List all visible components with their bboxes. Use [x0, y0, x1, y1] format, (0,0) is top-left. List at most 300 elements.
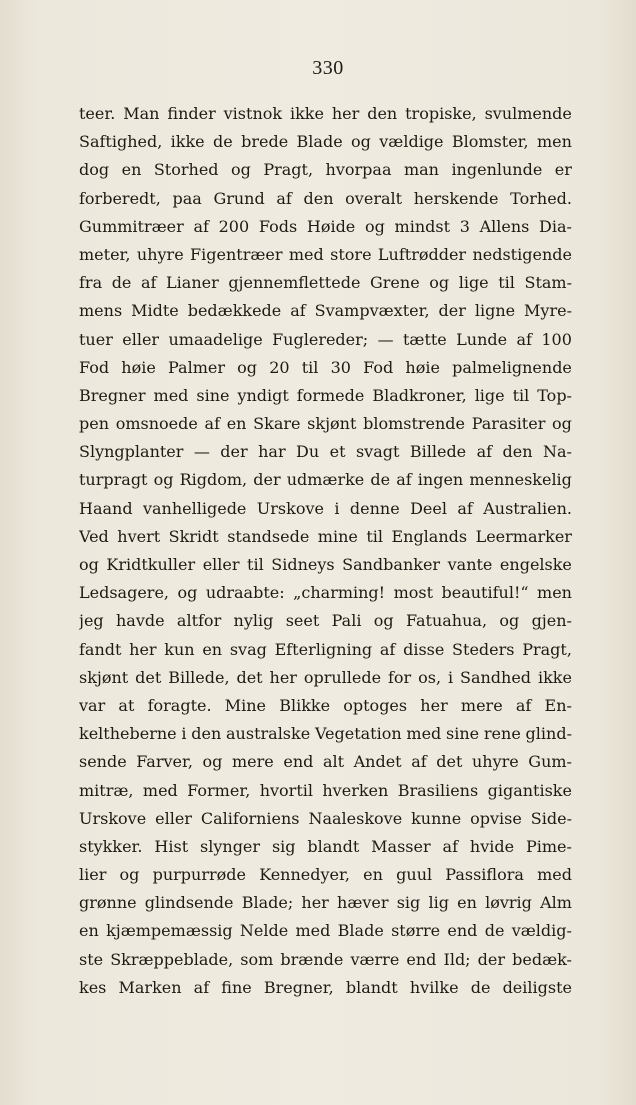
- text-word: grønne: [79, 893, 137, 913]
- text-word: Fuglereder;: [272, 329, 369, 349]
- text-word: Ved: [79, 526, 109, 546]
- text-word: Billede: [409, 442, 467, 462]
- text-line: [79, 382, 572, 410]
- text-word: Urskove: [256, 498, 324, 518]
- text-word: Rigdom,: [179, 470, 248, 490]
- text-word: Sandhed: [459, 667, 532, 687]
- text-word: Blomster,: [451, 132, 529, 152]
- text-word: brede: [241, 132, 289, 152]
- text-word: er: [554, 160, 572, 180]
- text-word: man: [403, 160, 439, 180]
- text-word: sende: [79, 752, 127, 772]
- text-word: en: [79, 921, 99, 941]
- text-word: deiligste: [502, 977, 572, 997]
- text-word: Billede,: [168, 667, 230, 687]
- text-word: rene: [483, 724, 521, 744]
- text-word: lier: [79, 865, 107, 885]
- text-word: 100: [541, 329, 572, 349]
- text-word: svag: [229, 639, 267, 659]
- text-word: end: [283, 752, 314, 772]
- text-word: i: [334, 498, 340, 518]
- text-word: oprullede: [303, 667, 382, 687]
- text-word: Efterligning: [274, 639, 373, 659]
- text-word: af: [276, 188, 292, 208]
- text-word: Dia-: [539, 216, 572, 236]
- text-word: purpurrøde: [152, 865, 246, 885]
- text-line: [79, 861, 572, 889]
- text-word: Vegetation: [314, 724, 402, 744]
- text-word: dog: [79, 160, 110, 180]
- text-word: Sandbanker: [342, 555, 441, 574]
- text-word: brænde: [280, 949, 344, 969]
- text-line: [79, 889, 572, 917]
- text-line: [79, 777, 572, 805]
- text-word: Brasiliens: [397, 780, 479, 800]
- text-word: og: [237, 357, 258, 377]
- text-word: Deel: [410, 498, 447, 518]
- text-word: —: [193, 442, 210, 462]
- text-word: her: [420, 695, 448, 715]
- text-word: Fod: [79, 357, 110, 377]
- text-word: sig: [396, 893, 421, 913]
- text-word: altfor: [176, 611, 222, 631]
- text-line: [79, 326, 572, 354]
- text-word: Du: [296, 442, 320, 462]
- text-word: tuer: [79, 329, 113, 349]
- text-word: men: [537, 583, 572, 603]
- text-word: Californiens: [200, 808, 300, 828]
- text-word: finder: [167, 104, 216, 123]
- text-word: vistnok: [223, 104, 283, 123]
- text-word: Storhed: [153, 160, 219, 180]
- text-line: [79, 269, 572, 297]
- text-word: sig: [271, 836, 296, 856]
- text-word: Luftrødder: [377, 244, 467, 264]
- text-word: Hist: [154, 836, 189, 856]
- text-line: [79, 974, 572, 1002]
- text-word: Masser: [371, 836, 431, 856]
- text-word: og: [373, 611, 394, 631]
- text-word: Midte: [131, 301, 179, 321]
- text-word: udraabte:: [205, 583, 285, 603]
- text-word: 20: [269, 357, 290, 377]
- text-word: disse: [403, 639, 445, 659]
- text-word: Grund: [213, 188, 265, 208]
- text-word: af: [290, 301, 306, 321]
- text-word: Mine: [224, 695, 267, 715]
- text-word: forberedt,: [79, 188, 161, 208]
- text-word: sine: [196, 385, 230, 405]
- text-word: der: [253, 470, 281, 490]
- text-word: hvert: [117, 526, 161, 546]
- text-word: gjen-: [531, 611, 572, 631]
- text-word: Blade: [296, 132, 343, 152]
- text-word: Svampvæxter,: [314, 301, 430, 321]
- text-word: vanhelligede: [142, 498, 247, 518]
- text-word: kunne: [411, 808, 462, 828]
- text-word: Passiflora: [445, 865, 524, 885]
- text-word: som: [240, 949, 274, 969]
- text-word: beautiful!“: [441, 583, 529, 603]
- text-word: os,: [418, 667, 442, 687]
- text-word: Andet: [353, 752, 402, 772]
- text-line: [79, 579, 572, 607]
- text-word: australske: [226, 724, 311, 744]
- text-word: Palmer: [167, 357, 225, 377]
- text-word: denne: [349, 498, 400, 518]
- text-word: lig: [428, 893, 449, 913]
- text-word: for: [388, 667, 412, 687]
- text-word: Side-: [530, 808, 572, 828]
- text-line: [79, 607, 572, 635]
- text-word: bedæk-: [512, 949, 572, 969]
- text-word: mindst: [394, 216, 451, 236]
- text-line: [79, 100, 572, 128]
- text-word: Bregner,: [263, 977, 334, 997]
- text-word: palmelignende: [452, 357, 572, 377]
- text-word: uhyre: [136, 244, 184, 264]
- text-word: Sidneys: [271, 555, 335, 574]
- text-word: Lianer: [166, 273, 219, 293]
- text-word: ingen: [417, 470, 464, 490]
- text-word: den: [303, 188, 334, 208]
- text-word: —: [377, 329, 394, 349]
- text-word: herskende: [413, 188, 499, 208]
- text-word: Slyngplanter: [79, 442, 184, 462]
- text-word: Na-: [542, 442, 572, 462]
- text-word: Pali: [331, 611, 362, 631]
- text-word: det: [436, 752, 463, 772]
- text-word: hvortil: [259, 780, 313, 800]
- text-word: fine: [221, 977, 252, 997]
- text-word: og: [552, 414, 572, 434]
- text-word: most: [393, 583, 434, 603]
- text-word: der: [477, 949, 506, 969]
- page-number: 330: [312, 57, 344, 79]
- text-word: Stam-: [524, 273, 572, 293]
- text-word: den: [191, 724, 222, 744]
- text-word: lige: [474, 385, 505, 405]
- text-word: Marken: [118, 977, 182, 997]
- body-text: [79, 100, 572, 1002]
- text-word: hæver: [337, 893, 389, 913]
- text-word: Parasiter: [471, 414, 546, 434]
- text-word: til: [498, 273, 515, 293]
- text-word: af: [457, 498, 473, 518]
- text-word: Kridtkuller: [106, 555, 196, 574]
- text-word: bedækkede: [187, 301, 282, 321]
- text-word: formede: [296, 385, 365, 405]
- text-line: [79, 410, 572, 438]
- text-line: [79, 523, 572, 551]
- text-word: Englands: [391, 526, 468, 546]
- text-word: eller: [202, 555, 240, 574]
- text-word: her: [301, 893, 329, 913]
- text-word: og: [202, 752, 223, 772]
- text-word: standsede: [227, 526, 310, 546]
- text-word: engelske: [499, 555, 572, 574]
- text-word: keltheberne: [79, 724, 177, 744]
- text-word: ingenlunde: [451, 160, 543, 180]
- text-line: [79, 185, 572, 213]
- text-word: glindsende: [144, 893, 234, 913]
- text-word: høie: [405, 357, 440, 377]
- text-word: Skare: [253, 414, 301, 434]
- text-word: uhyre: [471, 752, 519, 772]
- text-word: Saftighed,: [79, 132, 163, 152]
- text-word: menneskelig: [469, 470, 572, 490]
- text-word: at: [118, 695, 135, 715]
- text-word: alt: [322, 752, 345, 772]
- text-word: En-: [544, 695, 572, 715]
- text-word: men: [537, 132, 572, 152]
- text-word: med: [295, 921, 331, 941]
- text-word: eller: [122, 329, 160, 349]
- text-word: 200: [218, 216, 250, 236]
- text-word: jeg: [79, 611, 104, 631]
- text-word: en: [226, 414, 247, 434]
- text-line: [79, 720, 572, 748]
- text-word: Former,: [187, 780, 251, 800]
- text-word: foragte.: [147, 695, 212, 715]
- text-word: Grene: [370, 273, 420, 293]
- text-word: havde: [116, 611, 165, 631]
- text-word: Myre-: [524, 301, 572, 321]
- text-word: værre: [350, 949, 400, 969]
- text-line: [79, 805, 572, 833]
- text-word: de: [213, 132, 233, 152]
- text-word: Pragt,: [263, 160, 314, 180]
- text-word: Skridt: [168, 526, 219, 546]
- text-word: en: [457, 893, 477, 913]
- text-word: stykker.: [79, 836, 143, 856]
- text-word: fandt: [79, 639, 122, 659]
- text-word: Figentræer: [190, 244, 283, 264]
- text-word: Skræppeblade,: [110, 949, 234, 969]
- text-word: hvide: [469, 836, 515, 856]
- text-word: og: [177, 583, 198, 603]
- text-word: Gum-: [528, 752, 572, 772]
- text-word: af: [411, 752, 427, 772]
- text-word: Blade;: [241, 893, 294, 913]
- text-word: end: [406, 949, 437, 969]
- text-word: Pime-: [525, 836, 572, 856]
- text-word: Urskove: [79, 808, 147, 828]
- text-word: Fods: [258, 216, 298, 236]
- text-word: med: [153, 385, 189, 405]
- text-word: Bregner: [79, 385, 146, 405]
- text-word: af: [476, 442, 493, 462]
- text-word: ligne: [474, 301, 516, 321]
- text-word: i: [181, 724, 187, 744]
- text-word: tropiske,: [405, 104, 477, 123]
- text-word: med: [406, 724, 442, 744]
- text-word: yndigt: [237, 385, 289, 405]
- text-word: svulmende: [484, 104, 572, 123]
- text-word: Blade: [337, 921, 384, 941]
- text-word: mine: [317, 526, 358, 546]
- text-word: Leermarker: [475, 526, 572, 546]
- text-word: det: [135, 667, 162, 687]
- text-word: slynger: [200, 836, 261, 856]
- text-word: og: [153, 470, 174, 490]
- text-word: Man: [123, 104, 160, 123]
- text-line: [79, 664, 572, 692]
- text-word: Høide: [306, 216, 356, 236]
- text-word: mens: [79, 301, 123, 321]
- text-line: [79, 241, 572, 269]
- text-word: en: [121, 160, 142, 180]
- text-word: løvrig: [485, 893, 532, 913]
- text-word: Top-: [537, 385, 572, 405]
- text-word: af: [515, 695, 532, 715]
- text-word: ikke: [537, 667, 572, 687]
- text-word: kes: [79, 977, 107, 997]
- text-word: omsnoede: [115, 414, 198, 434]
- text-word: det: [236, 667, 263, 687]
- text-word: udmærke: [286, 470, 365, 490]
- text-word: og: [231, 160, 251, 180]
- text-word: Naaleskove: [308, 808, 403, 828]
- text-word: Steders: [452, 639, 515, 659]
- text-word: vældig-: [511, 921, 572, 941]
- text-word: ste: [79, 949, 104, 969]
- text-word: Farver,: [136, 752, 193, 772]
- text-word: lige: [458, 273, 489, 293]
- text-word: høie: [121, 357, 156, 377]
- text-word: var: [79, 695, 106, 715]
- text-word: en: [202, 639, 223, 659]
- text-word: af: [204, 414, 220, 434]
- text-word: hvilke: [409, 977, 459, 997]
- text-word: af: [442, 836, 458, 856]
- text-word: optoges: [343, 695, 408, 715]
- text-line: [79, 438, 572, 466]
- text-word: hverken: [322, 780, 389, 800]
- text-word: de: [484, 921, 505, 941]
- text-word: seet: [285, 611, 320, 631]
- text-word: her: [331, 104, 360, 123]
- text-line: [79, 466, 572, 494]
- text-word: af: [193, 977, 210, 997]
- text-word: paa: [172, 188, 202, 208]
- text-word: kjæmpemæssig: [106, 921, 233, 941]
- text-word: svagt: [355, 442, 400, 462]
- text-word: der: [220, 442, 248, 462]
- text-word: Pragt,: [522, 639, 572, 659]
- text-word: Ledsagere,: [79, 583, 169, 603]
- text-word: blandt: [307, 836, 360, 856]
- text-word: de: [111, 273, 132, 293]
- text-line: [79, 917, 572, 945]
- text-word: store: [330, 244, 372, 264]
- text-word: blandt: [345, 977, 398, 997]
- text-word: hvorpaa: [325, 160, 392, 180]
- text-word: i: [447, 667, 454, 687]
- text-word: 30: [330, 357, 351, 377]
- text-word: guul: [396, 865, 433, 885]
- text-word: gigantiske: [487, 780, 572, 800]
- text-word: der: [438, 301, 466, 321]
- text-line: [79, 495, 572, 523]
- text-word: eller: [155, 808, 192, 828]
- text-word: turpragt: [79, 470, 148, 490]
- text-word: af: [396, 470, 412, 490]
- text-word: større: [391, 921, 441, 941]
- text-word: af: [516, 329, 532, 349]
- text-word: vante: [447, 555, 493, 574]
- text-line: [79, 692, 572, 720]
- text-word: og: [119, 865, 140, 885]
- text-word: Lunde: [456, 329, 508, 349]
- text-word: til: [301, 357, 319, 377]
- text-word: blomstrende: [363, 414, 466, 434]
- text-word: Bladkroner,: [372, 385, 467, 405]
- text-word: et: [329, 442, 346, 462]
- text-word: skjønt: [79, 667, 129, 687]
- text-word: Blikke: [279, 695, 331, 715]
- text-word: opvise: [470, 808, 522, 828]
- text-line: [79, 213, 572, 241]
- text-word: her: [269, 667, 297, 687]
- text-word: Allens: [479, 216, 530, 236]
- text-word: Ild;: [443, 949, 471, 969]
- text-word: fra: [79, 273, 103, 293]
- text-word: af: [193, 216, 209, 236]
- text-word: tætte: [402, 329, 447, 349]
- text-word: mitræ,: [79, 780, 134, 800]
- text-word: overalt: [345, 188, 403, 208]
- text-word: den: [502, 442, 533, 462]
- text-word: med: [142, 780, 178, 800]
- text-word: nedstigende: [472, 244, 572, 264]
- text-word: og: [429, 273, 450, 293]
- text-word: gjennemflettede: [228, 273, 361, 293]
- text-word: mere: [460, 695, 503, 715]
- text-word: af: [140, 273, 157, 293]
- text-word: 3: [459, 216, 470, 236]
- text-word: nylig: [233, 611, 274, 631]
- text-word: vældige: [379, 132, 444, 152]
- text-word: og: [351, 132, 371, 152]
- text-word: har: [258, 442, 286, 462]
- text-word: med: [288, 244, 324, 264]
- text-line: [79, 156, 572, 184]
- text-word: af: [379, 639, 396, 659]
- text-word: Torhed.: [510, 188, 572, 208]
- text-word: Haand: [79, 498, 133, 518]
- text-word: Fod: [363, 357, 394, 377]
- text-word: meter,: [79, 244, 131, 264]
- text-line: [79, 636, 572, 664]
- text-word: en: [363, 865, 383, 885]
- text-word: til: [512, 385, 530, 405]
- text-word: og: [364, 216, 385, 236]
- text-word: sine: [446, 724, 480, 744]
- text-word: de: [370, 470, 391, 490]
- text-word: Australien.: [483, 498, 572, 518]
- text-word: Nelde: [239, 921, 289, 941]
- text-word: med: [537, 865, 572, 885]
- text-word: umaadelige: [168, 329, 263, 349]
- text-word: Fatuahua,: [405, 611, 488, 631]
- text-word: Kennedyer,: [259, 865, 350, 885]
- text-line: [79, 128, 572, 156]
- text-word: end: [447, 921, 478, 941]
- text-word: og: [79, 555, 99, 574]
- text-line: [79, 946, 572, 974]
- text-word: skjønt: [307, 414, 357, 434]
